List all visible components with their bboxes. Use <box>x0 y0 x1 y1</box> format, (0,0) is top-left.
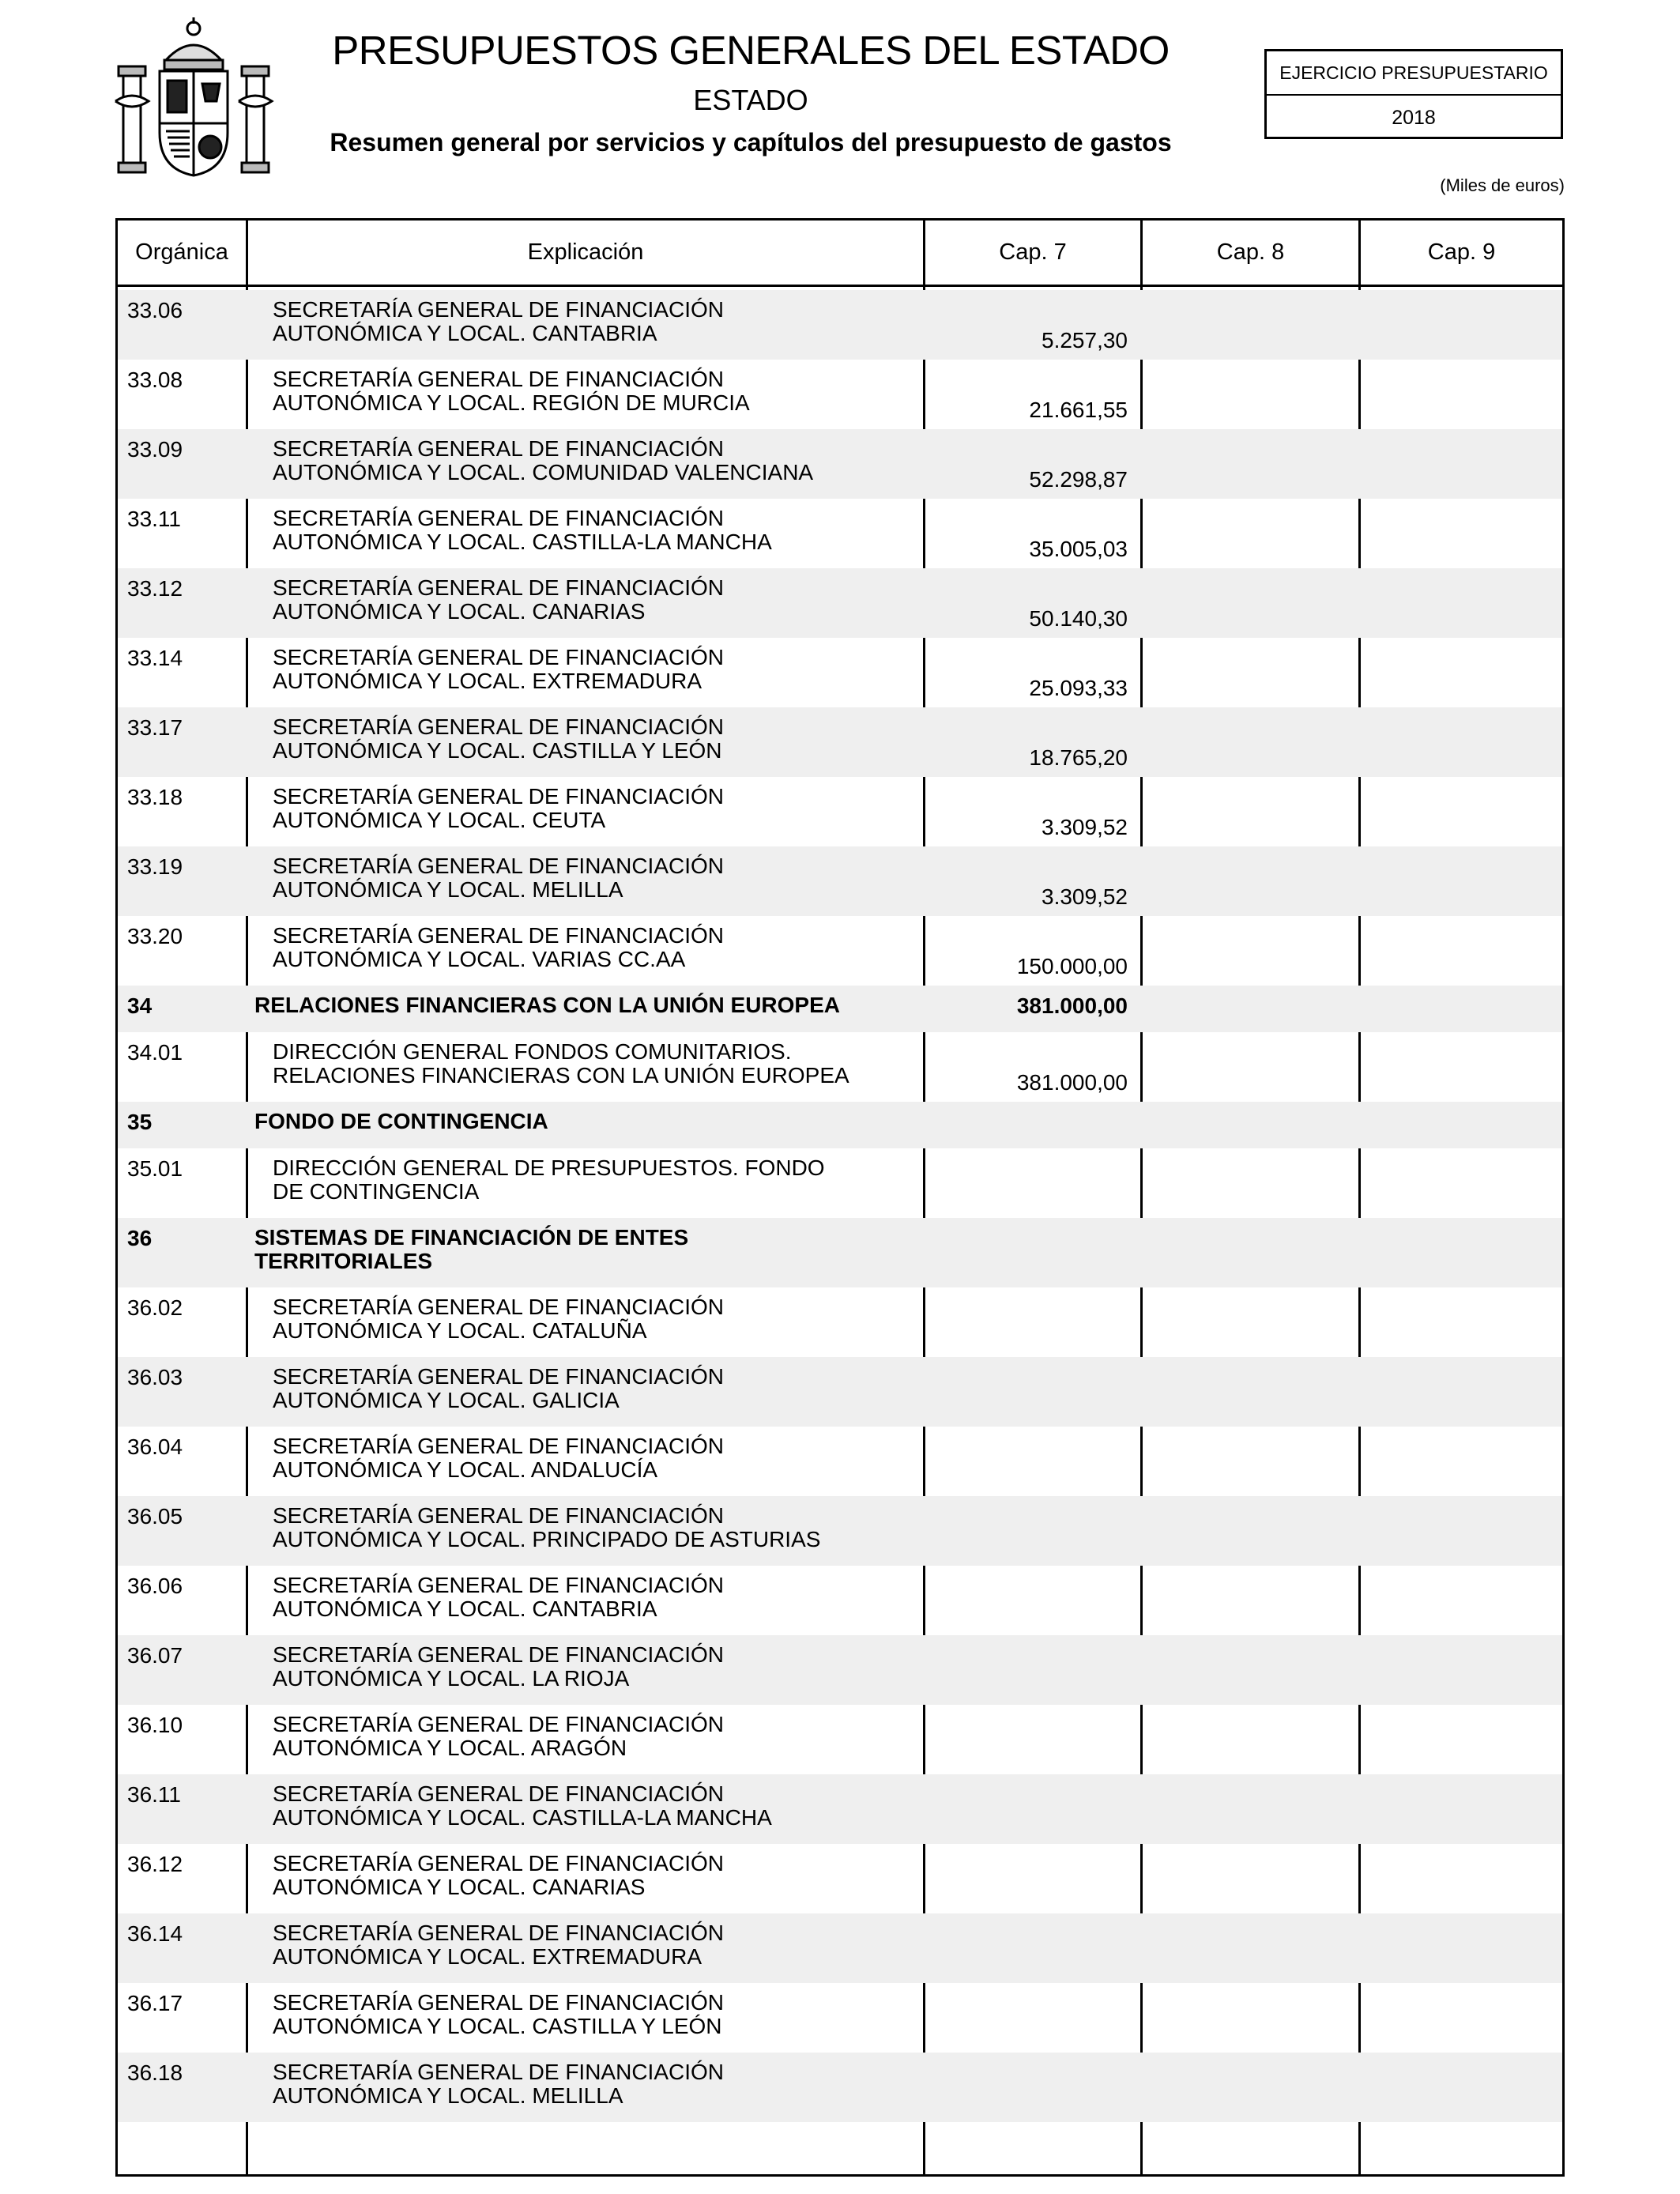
cell-explicacion <box>273 368 952 415</box>
cell-explicacion <box>273 1156 952 1204</box>
table-row <box>118 290 1562 360</box>
cell-organica: 36.05 <box>127 1504 183 1529</box>
cell-cap7: 18.765,20 <box>1029 745 1128 770</box>
cell-organica: 33.11 <box>127 507 181 531</box>
table-row <box>118 1032 1562 1102</box>
cell-explicacion <box>273 507 952 554</box>
explicacion-line-1: SECRETARÍA GENERAL DE FINANCIACIÓN <box>273 506 724 530</box>
ejercicio-label: EJERCICIO PRESUPUESTARIO <box>1267 51 1561 96</box>
explicacion-line-2: AUTONÓMICA Y LOCAL. LA RIOJA <box>273 1666 630 1691</box>
table-row <box>118 1357 1562 1427</box>
table-row <box>118 1496 1562 1566</box>
explicacion-line-1: SECRETARÍA GENERAL DE FINANCIACIÓN <box>273 1503 724 1528</box>
spain-coat-of-arms-icon <box>111 14 277 180</box>
explicacion-line-1: DIRECCIÓN GENERAL DE PRESUPUESTOS. FONDO <box>273 1155 825 1180</box>
table-row <box>118 360 1562 429</box>
cell-explicacion <box>273 1040 952 1088</box>
explicacion-line-1: SECRETARÍA GENERAL DE FINANCIACIÓN <box>273 1434 724 1458</box>
cell-explicacion <box>273 1365 952 1412</box>
cell-explicacion <box>273 1295 952 1343</box>
cell-organica: 36.17 <box>127 1991 183 2015</box>
table-row <box>118 2053 1562 2122</box>
table-row <box>118 1844 1562 1913</box>
explicacion-line-2: AUTONÓMICA Y LOCAL. CASTILLA-LA MANCHA <box>273 530 772 554</box>
cell-explicacion <box>273 1991 952 2038</box>
cell-organica: 36.07 <box>127 1643 183 1668</box>
cell-explicacion <box>273 924 952 971</box>
cell-organica: 36.03 <box>127 1365 183 1389</box>
explicacion-line-2: AUTONÓMICA Y LOCAL. CANTABRIA <box>273 321 657 345</box>
table-row <box>118 777 1562 846</box>
explicacion-line-2: AUTONÓMICA Y LOCAL. COMUNIDAD VALENCIANA <box>273 460 814 484</box>
explicacion-line-2: AUTONÓMICA Y LOCAL. PRINCIPADO DE ASTURIAS <box>273 1527 821 1551</box>
explicacion-line-2: AUTONÓMICA Y LOCAL. CANARIAS <box>273 1875 646 1899</box>
header-organica: Orgánica <box>135 239 228 265</box>
explicacion-line-2: AUTONÓMICA Y LOCAL. CASTILLA Y LEÓN <box>273 2014 722 2038</box>
cell-explicacion <box>273 715 952 763</box>
explicacion-line-1: SECRETARÍA GENERAL DE FINANCIACIÓN <box>273 854 724 878</box>
cell-organica: 33.19 <box>127 854 183 879</box>
table-row <box>118 1148 1562 1218</box>
explicacion-line-2: TERRITORIALES <box>254 1249 433 1273</box>
explicacion-line-2: AUTONÓMICA Y LOCAL. VARIAS CC.AA <box>273 947 686 971</box>
explicacion-line-1: SECRETARÍA GENERAL DE FINANCIACIÓN <box>273 784 724 809</box>
page-title: PRESUPUESTOS GENERALES DEL ESTADO <box>332 28 1170 73</box>
cell-cap7: 25.093,33 <box>1029 676 1128 700</box>
explicacion-line-2: AUTONÓMICA Y LOCAL. CASTILLA Y LEÓN <box>273 738 722 763</box>
header-cap9: Cap. 9 <box>1427 239 1496 265</box>
table-row <box>118 986 1562 1032</box>
table-row <box>118 1287 1562 1357</box>
cell-explicacion <box>273 1852 952 1899</box>
cell-explicacion <box>273 785 952 832</box>
cell-organica: 33.18 <box>127 785 183 809</box>
table-row <box>118 1102 1562 1148</box>
explicacion-line-2: AUTONÓMICA Y LOCAL. EXTREMADURA <box>273 669 703 693</box>
header-cap7: Cap. 7 <box>999 239 1067 265</box>
explicacion-line-2: RELACIONES FINANCIERAS CON LA UNIÓN EUROPEA <box>273 1063 849 1088</box>
explicacion-line-2: AUTONÓMICA Y LOCAL. CANARIAS <box>273 599 646 624</box>
cell-organica: 33.14 <box>127 646 183 670</box>
cell-explicacion <box>254 1226 934 1273</box>
cell-organica: 36.10 <box>127 1713 183 1737</box>
cell-explicacion <box>254 993 934 1017</box>
cell-explicacion <box>273 1782 952 1830</box>
explicacion-line-2: AUTONÓMICA Y LOCAL. CASTILLA-LA MANCHA <box>273 1805 772 1830</box>
explicacion-line-1: RELACIONES FINANCIERAS CON LA UNIÓN EUROPEA <box>254 993 841 1017</box>
cell-organica: 36.14 <box>127 1921 183 1946</box>
explicacion-line-1: SECRETARÍA GENERAL DE FINANCIACIÓN <box>273 297 724 322</box>
cell-explicacion <box>273 1643 952 1691</box>
cell-organica: 33.12 <box>127 576 183 601</box>
table-row <box>118 1635 1562 1705</box>
cell-organica: 34.01 <box>127 1040 183 1065</box>
cell-organica: 35.01 <box>127 1156 183 1181</box>
cell-organica: 36.06 <box>127 1574 183 1598</box>
explicacion-line-1: SECRETARÍA GENERAL DE FINANCIACIÓN <box>273 436 724 461</box>
explicacion-line-2: AUTONÓMICA Y LOCAL. CEUTA <box>273 808 606 832</box>
table-row <box>118 1774 1562 1844</box>
cell-organica: 36 <box>127 1226 153 1250</box>
cell-organica: 34 <box>127 993 153 1018</box>
table-row <box>118 1427 1562 1496</box>
cell-explicacion <box>273 1434 952 1482</box>
cell-cap7: 21.661,55 <box>1029 398 1128 422</box>
explicacion-line-2: AUTONÓMICA Y LOCAL. REGIÓN DE MURCIA <box>273 390 750 415</box>
cell-cap7: 35.005,03 <box>1029 537 1128 561</box>
cell-explicacion <box>273 298 952 345</box>
explicacion-line-1: SECRETARÍA GENERAL DE FINANCIACIÓN <box>273 923 724 948</box>
cell-cap7: 381.000,00 <box>1016 1070 1128 1095</box>
explicacion-line-1: SECRETARÍA GENERAL DE FINANCIACIÓN <box>273 575 724 600</box>
cell-explicacion <box>273 1504 952 1551</box>
table-header <box>118 221 1562 287</box>
cell-organica: 33.08 <box>127 368 183 392</box>
cell-explicacion <box>273 2060 952 2108</box>
page-description: Resumen general por servicios y capítulos del presupuesto de gastos <box>330 128 1172 156</box>
explicacion-line-2: AUTONÓMICA Y LOCAL. ARAGÓN <box>273 1736 627 1760</box>
cell-organica: 33.06 <box>127 298 183 322</box>
table-row <box>118 846 1562 916</box>
cell-cap7: 50.140,30 <box>1029 606 1128 631</box>
explicacion-line-1: SECRETARÍA GENERAL DE FINANCIACIÓN <box>273 1295 724 1319</box>
cell-explicacion <box>254 1110 934 1133</box>
ejercicio-year: 2018 <box>1392 106 1436 129</box>
header-explicacion: Explicación <box>527 239 644 265</box>
header-cap8: Cap. 8 <box>1216 239 1285 265</box>
cell-organica: 36.18 <box>127 2060 183 2085</box>
cell-organica: 36.02 <box>127 1295 183 1320</box>
explicacion-line-2: AUTONÓMICA Y LOCAL. MELILLA <box>273 2083 623 2108</box>
explicacion-line-2: DE CONTINGENCIA <box>273 1179 480 1204</box>
table-row <box>118 499 1562 568</box>
table-row <box>118 1705 1562 1774</box>
explicacion-line-1: SECRETARÍA GENERAL DE FINANCIACIÓN <box>273 1921 724 1945</box>
explicacion-line-1: DIRECCIÓN GENERAL FONDOS COMUNITARIOS. <box>273 1039 792 1064</box>
cell-cap7: 52.298,87 <box>1029 467 1128 492</box>
cell-explicacion <box>273 646 952 693</box>
explicacion-line-2: AUTONÓMICA Y LOCAL. GALICIA <box>273 1388 620 1412</box>
explicacion-line-2: AUTONÓMICA Y LOCAL. CATALUÑA <box>273 1318 647 1343</box>
table-row <box>118 638 1562 707</box>
explicacion-line-1: SECRETARÍA GENERAL DE FINANCIACIÓN <box>273 2060 724 2084</box>
explicacion-line-1: SECRETARÍA GENERAL DE FINANCIACIÓN <box>273 1712 724 1736</box>
explicacion-line-1: SECRETARÍA GENERAL DE FINANCIACIÓN <box>273 1364 724 1389</box>
explicacion-line-1: SECRETARÍA GENERAL DE FINANCIACIÓN <box>273 1781 724 1806</box>
table-row <box>118 429 1562 499</box>
cell-explicacion <box>273 1921 952 1969</box>
cell-cap7: 381.000,00 <box>1016 993 1128 1018</box>
cell-cap7: 150.000,00 <box>1016 954 1128 978</box>
ejercicio-box <box>1264 49 1563 139</box>
page-subtitle: ESTADO <box>693 84 808 116</box>
cell-organica: 33.17 <box>127 715 183 740</box>
table-row <box>118 707 1562 777</box>
cell-explicacion <box>273 576 952 624</box>
cell-explicacion <box>273 1574 952 1621</box>
cell-cap7: 3.309,52 <box>1042 884 1128 909</box>
cell-organica: 35 <box>127 1110 153 1134</box>
explicacion-line-2: AUTONÓMICA Y LOCAL. CANTABRIA <box>273 1596 657 1621</box>
table-body <box>118 290 1562 2122</box>
cell-explicacion <box>273 854 952 902</box>
cell-cap7: 5.257,30 <box>1042 328 1128 352</box>
cell-organica: 33.09 <box>127 437 183 462</box>
explicacion-line-1: SECRETARÍA GENERAL DE FINANCIACIÓN <box>273 367 724 391</box>
explicacion-line-2: AUTONÓMICA Y LOCAL. ANDALUCÍA <box>273 1457 658 1482</box>
explicacion-line-1: FONDO DE CONTINGENCIA <box>254 1109 548 1133</box>
budget-table <box>115 218 1565 2177</box>
cell-organica: 36.12 <box>127 1852 183 1876</box>
table-row <box>118 1566 1562 1635</box>
explicacion-line-1: SECRETARÍA GENERAL DE FINANCIACIÓN <box>273 645 724 669</box>
explicacion-line-1: SECRETARÍA GENERAL DE FINANCIACIÓN <box>273 1642 724 1667</box>
explicacion-line-1: SISTEMAS DE FINANCIACIÓN DE ENTES <box>254 1225 689 1250</box>
cell-organica: 36.04 <box>127 1434 183 1459</box>
cell-organica: 33.20 <box>127 924 183 948</box>
cell-cap7: 3.309,52 <box>1042 815 1128 839</box>
cell-organica: 36.11 <box>127 1782 181 1807</box>
cell-explicacion <box>273 1713 952 1760</box>
table-row <box>118 916 1562 986</box>
table-row <box>118 1218 1562 1287</box>
table-row <box>118 1913 1562 1983</box>
units-note: (Miles de euros) <box>1440 175 1565 195</box>
explicacion-line-1: SECRETARÍA GENERAL DE FINANCIACIÓN <box>273 1573 724 1597</box>
explicacion-line-1: SECRETARÍA GENERAL DE FINANCIACIÓN <box>273 1990 724 2015</box>
explicacion-line-2: AUTONÓMICA Y LOCAL. EXTREMADURA <box>273 1944 703 1969</box>
explicacion-line-2: AUTONÓMICA Y LOCAL. MELILLA <box>273 877 623 902</box>
table-row <box>118 1983 1562 2053</box>
explicacion-line-1: SECRETARÍA GENERAL DE FINANCIACIÓN <box>273 1851 724 1875</box>
table-row <box>118 568 1562 638</box>
cell-explicacion <box>273 437 952 484</box>
explicacion-line-1: SECRETARÍA GENERAL DE FINANCIACIÓN <box>273 714 724 739</box>
